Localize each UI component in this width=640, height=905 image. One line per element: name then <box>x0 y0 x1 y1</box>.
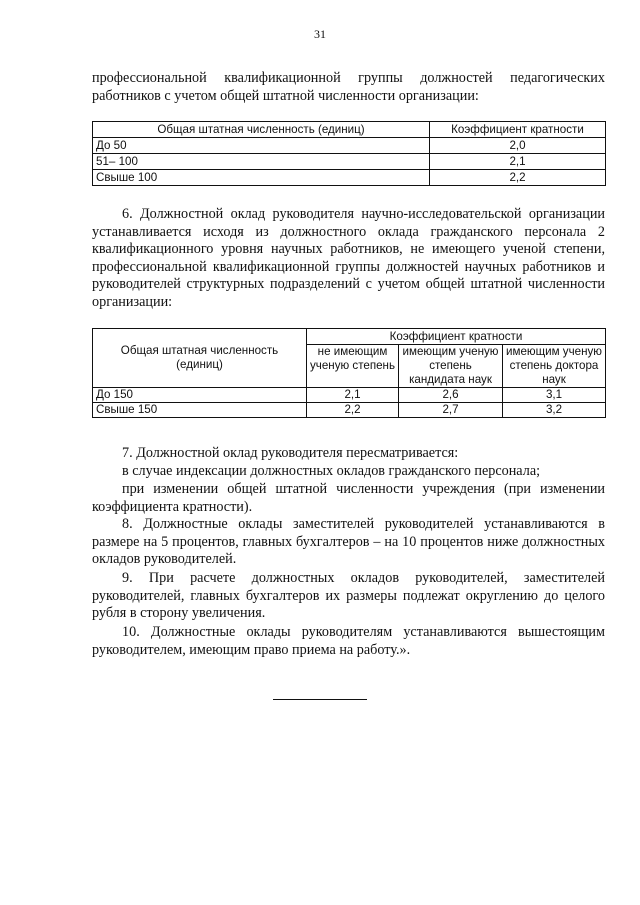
table-row <box>93 154 606 170</box>
table2-cell-value: 3,1 <box>503 388 606 403</box>
paragraph-7-indexation: в случае индексации должностных окладов гражданского персонала; <box>122 463 541 479</box>
intro-paragraph: профессиональной квалификационной группы должностей педагогических работников с учетом общей штатной численности организации: <box>92 70 605 104</box>
table2-cell-value: 2,7 <box>399 403 503 418</box>
table1-header-staff: Общая штатная численность (единиц) <box>93 122 430 138</box>
paragraph-9: 9. При расчете должностных окладов руководителей, заместителей руководителей, главных бухгалтеров их размеры подлежат округлению до целого рубля в сторону увеличения. <box>92 570 605 621</box>
table1-cell-value: 2,1 <box>430 154 606 170</box>
paragraph-6: 6. Должностной оклад руководителя научно-исследовательской организации устанавливается исходя из должностного оклада гражданского персонала 2 квалификационного уровня научных работников, не имеющего ученой степени, профессиональной квалификационной группы должностей научных работников и руководителей структурных подразделений с учетом общей штатной численности организации: <box>92 206 605 310</box>
table1-cell-range: 51– 100 <box>93 154 430 170</box>
table2-cell-value: 3,2 <box>503 403 606 418</box>
coefficient-table-research <box>92 328 606 418</box>
paragraph-10: 10. Должностные оклады руководителям устанавливаются вышестоящим руководителем, имеющим право приема на работу.». <box>92 624 605 658</box>
table-row <box>93 138 606 154</box>
table2-cell-range: До 150 <box>93 388 307 403</box>
paragraph-7-staff-change: при изменении общей штатной численности учреждения (при изменении коэффициента кратности). <box>92 481 605 515</box>
table2-subheader-no-degree: не имеющим ученую степень <box>307 345 399 388</box>
table2-cell-range: Свыше 150 <box>93 403 307 418</box>
table2-cell-value: 2,2 <box>307 403 399 418</box>
table2-subheader-doctor: имеющим ученую степень доктора наук <box>503 345 606 388</box>
table1-cell-range: Свыше 100 <box>93 170 430 186</box>
table2-cell-value: 2,6 <box>399 388 503 403</box>
table1-header-coefficient: Коэффициент кратности <box>430 122 606 138</box>
coefficient-table-pedagogical <box>92 121 606 186</box>
table-row <box>93 403 606 418</box>
table2-subheader-candidate: имеющим ученую степень кандидата наук <box>399 345 503 388</box>
closing-divider-line <box>273 699 367 700</box>
table-row <box>93 170 606 186</box>
table1-cell-value: 2,0 <box>430 138 606 154</box>
table1-cell-range: До 50 <box>93 138 430 154</box>
paragraph-7: 7. Должностной оклад руководителя пересматривается: <box>122 445 459 461</box>
table2-cell-value: 2,1 <box>307 388 399 403</box>
paragraph-8: 8. Должностные оклады заместителей руководителей устанавливаются в размере на 5 процентов, главных бухгалтеров – на 10 процентов ниже должностных окладов руководителей. <box>92 516 605 567</box>
table2-header-coefficient: Коэффициент кратности <box>307 329 606 345</box>
table1-cell-value: 2,2 <box>430 170 606 186</box>
page-number: 31 <box>314 27 326 41</box>
table-row <box>93 388 606 403</box>
table2-header-staff: Общая штатная численность (единиц) <box>93 329 307 388</box>
